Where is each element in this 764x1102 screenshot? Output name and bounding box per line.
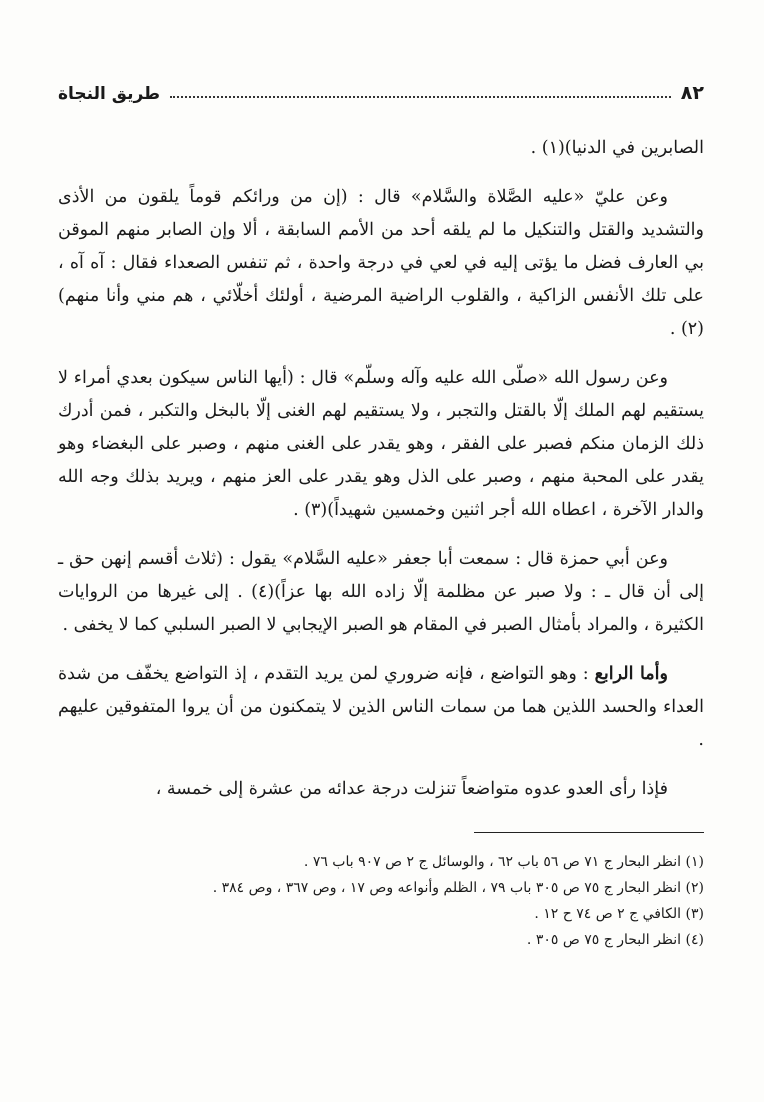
running-title: طريق النجاة — [58, 84, 161, 104]
page-header — [58, 82, 704, 110]
footnote: (١) انظر البحار ج ٧١ ص ٥٦ باب ٦٢ ، والوسائل ج ٢ ص ٩٠٧ باب ٧٦ . — [303, 854, 704, 870]
footnotes — [58, 849, 704, 953]
footnote: (٤) انظر البحار ج ٧٥ ص ٣٠٥ . — [526, 932, 704, 948]
paragraph: فإذا رأى العدو عدوه متواضعاً تنزلت درجة عدائه من عشرة إلى خمسة ، — [155, 779, 668, 799]
section-lead: وأما الرابع — [594, 664, 668, 684]
paragraph-fourth — [58, 658, 704, 757]
paragraph: وعن أبي حمزة قال : سمعت أبا جعفر «عليه السَّلام» يقول : (ثلاث أقسم إنهن حق ـ إلى أن قال ـ : ولا صبر عن مظلمة إلّا زاده الله بها عزاً)(٤) . إلى غيرها من الروايات الكثيرة ، والمراد بأمثال الصبر في المقام هو الصبر الإيجابي لا الصبر السلبي كما لا يخفى . — [58, 549, 704, 635]
section-text: : وهو التواضع ، فإنه ضروري لمن يريد التقدم ، إذ التواضع يخفّف من شدة العداء والحسد اللذين هما من سمات الناس الذين لا يتمكنون من أن يروا المتفوقين عليهم . — [58, 664, 704, 750]
paragraph: وعن عليّ «عليه الصَّلاة والسَّلام» قال : (إن من ورائكم قوماً يلقون من الأذى والتشديد والقتل والتنكيل ما لم يلقه أحد من الأمم السابقة ، ألا وإن الصابر منهم الموقن بي العارف فضل ما يؤتى إليه في لعي في درجة واحدة ، ثم تنفس الصعداء فقال : آه آه ، على تلك الأنفس الزاكية ، والقلوب الراضية المرضية ، أولئك أخلّائي ، هم مني وأنا منهم)(٢) . — [58, 187, 704, 339]
footnote-divider — [474, 832, 704, 833]
page-number: ٨٢ — [680, 82, 704, 104]
dot-leader — [170, 95, 671, 98]
footnote: (٢) انظر البحار ج ٧٥ ص ٣٠٥ باب ٧٩ ، الظلم وأنواعه وص ١٧ ، وص ٣٦٧ ، وص ٣٨٤ . — [212, 880, 704, 896]
paragraph: الصابرين في الدنيا)(١) . — [530, 138, 704, 158]
main-text — [58, 132, 704, 806]
footnote: (٣) الكافي ج ٢ ص ٧٤ ح ١٢ . — [534, 906, 704, 922]
paragraph: وعن رسول الله «صلّى الله عليه وآله وسلّم» قال : (أيها الناس سيكون بعدي أمراء لا يستقيم لهم الملك إلّا بالقتل والتجبر ، ولا يستقيم لهم الغنى إلّا بالبخل والتكبر ، فمن أدرك ذلك الزمان منكم فصبر على الفقر ، وهو يقدر على الغنى منهم ، وصبر على البغضاء وهو يقدر على المحبة منهم ، وصبر على الذل وهو يقدر على العز منهم ، ويريد بذلك وجه الله والدار الآخرة ، اعطاه الله أجر اثنين وخمسين شهيداً)(٣) . — [58, 368, 704, 520]
